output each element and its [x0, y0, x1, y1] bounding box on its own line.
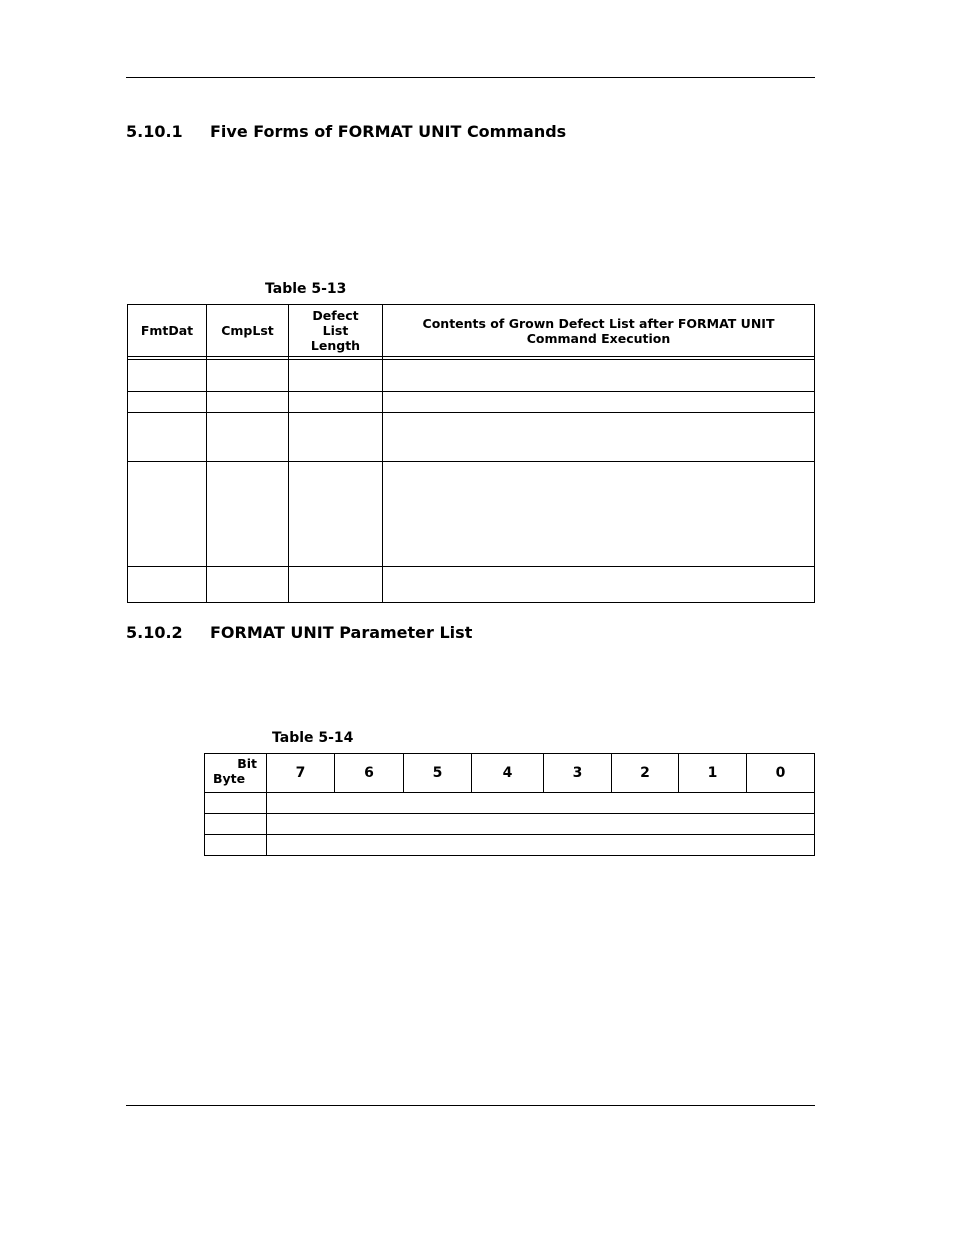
section-heading-5-10-2: [126, 623, 472, 642]
header-cmplst: CmpLst: [207, 305, 289, 357]
section-title: FORMAT UNIT Parameter List: [210, 623, 473, 642]
header-bit-4: 4: [472, 754, 544, 793]
section-number: 5.10.1: [126, 122, 183, 141]
table-row: [128, 392, 815, 413]
header-bit-6: 6: [335, 754, 404, 793]
table-row: [205, 814, 815, 835]
table-row: [128, 413, 815, 462]
section-number: 5.10.2: [126, 623, 183, 642]
table-row: [128, 462, 815, 567]
header-bit-5: 5: [404, 754, 472, 793]
section-title: Five Forms of FORMAT UNIT Commands: [210, 122, 567, 141]
header-rule: [126, 77, 815, 78]
header-contents: Contents of Grown Defect List after FORMAT UNIT Command Execution: [383, 305, 815, 357]
table-header-row: [205, 754, 815, 793]
table-5-14-caption: Table 5-14: [272, 730, 354, 746]
header-fmtdat: FmtDat: [128, 305, 207, 357]
header-bit-label: Bit: [237, 756, 257, 771]
table-5-14: [204, 753, 815, 856]
table-row: [128, 567, 815, 603]
table-header-row: [128, 305, 815, 357]
header-bit-7: 7: [267, 754, 335, 793]
footer-rule: [126, 1105, 815, 1106]
table-row: [205, 835, 815, 856]
header-bit-0: 0: [747, 754, 815, 793]
table-5-13: [127, 304, 815, 603]
header-bit-1: 1: [679, 754, 747, 793]
table-row: [205, 793, 815, 814]
header-bit-byte: [205, 754, 267, 793]
header-bit-2: 2: [612, 754, 679, 793]
header-byte-label: Byte: [213, 771, 246, 786]
table-row: [128, 360, 815, 392]
header-bit-3: 3: [544, 754, 612, 793]
header-defect-list-length: Defect List Length: [289, 305, 383, 357]
section-heading-5-10-1: [126, 122, 566, 141]
table-5-13-caption: Table 5-13: [265, 281, 347, 297]
